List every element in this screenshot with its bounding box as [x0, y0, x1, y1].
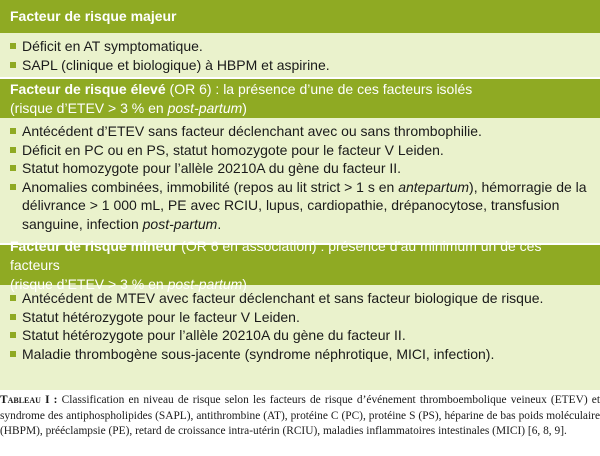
subtitle-text: (risque d’ETEV > 3 % en [10, 99, 168, 116]
item-italic: post-partum [142, 215, 218, 232]
minor-risk-title: Facteur de risque mineur [10, 237, 178, 254]
list-item: Statut hétérozygote pour l’allèle 20210A du gène du facteur II. [10, 326, 590, 345]
major-risk-title: Facteur de risque majeur [10, 8, 177, 24]
high-risk-header [0, 79, 600, 118]
minor-risk-title-detail: (OR 6 en association) : présence d’au minimum un de ces facteurs [10, 237, 542, 273]
list-item [10, 178, 590, 234]
list-item: Antécédent de MTEV avec facteur déclenchant et sans facteur biologique de risque. [10, 289, 590, 308]
caption-label: Tableau I : [0, 394, 58, 406]
high-risk-subtitle [10, 99, 590, 118]
table-caption [0, 393, 600, 440]
subtitle-text: (risque d’ETEV > 3 % en [10, 275, 168, 292]
minor-risk-header [0, 237, 600, 292]
high-risk-title-detail: (OR 6) : la présence d’une de ces facteurs isolés [165, 80, 473, 97]
list-item [10, 159, 590, 178]
item-text: Anomalies combinées, immobilité (repos au lit strict > 1 s en [22, 178, 399, 195]
item-text: Antécédent d’ETEV sans facteur déclenchant avec ou sans thrombophilie. [22, 123, 482, 139]
item-text: ), hémorragie de la délivrance > 1 000 mL, PE avec RCIU, lupus, cardiopathie, drépanocytose, transfusion sanguine, infection [22, 178, 587, 232]
high-risk-list [0, 118, 600, 243]
list-item: Statut hétérozygote pour le facteur V Leiden. [10, 308, 590, 327]
caption-text: Classification en niveau de risque selon les facteurs de risque d’événement thromboembolique veineux (ETEV) et syndrome des antiphospholipides (SAPL), antithrombine (AT), protéine C (PC), protéine S (PS), héparine de bas poids moléculaire (HBPM), prééclampsie (PE), retard de croissance intra-utérin (RCIU), maladies inflammatoires intestinales (MICI) [6, 8, 9]. [0, 394, 600, 437]
item-text: Statut homozygote pour l’allèle 20210A du gène du facteur II. [22, 160, 402, 176]
minor-risk-list [0, 285, 600, 388]
item-text: . [217, 215, 222, 232]
list-item: SAPL (clinique et biologique) à HBPM et aspirine. [10, 56, 590, 75]
subtitle-italic: post-partum [167, 275, 243, 292]
subtitle-italic: post-partum [167, 99, 243, 116]
list-item [10, 122, 590, 141]
item-text: Déficit en PC ou en PS, statut homozygote pour le facteur V Leiden. [22, 141, 444, 158]
list-item [10, 141, 590, 160]
item-italic: antepartum [398, 178, 470, 195]
list-item: Déficit en AT symptomatique. [10, 37, 590, 56]
subtitle-text: ) [242, 275, 247, 292]
list-item: Maladie thrombogène sous-jacente (syndrome néphrotique, MICI, infection). [10, 345, 590, 364]
high-risk-title-line [10, 80, 590, 99]
major-risk-header [0, 0, 600, 33]
major-risk-list [0, 33, 600, 77]
minor-risk-title-line [10, 237, 590, 275]
high-risk-title: Facteur de risque élevé [10, 80, 166, 97]
subtitle-text: ) [242, 99, 247, 116]
